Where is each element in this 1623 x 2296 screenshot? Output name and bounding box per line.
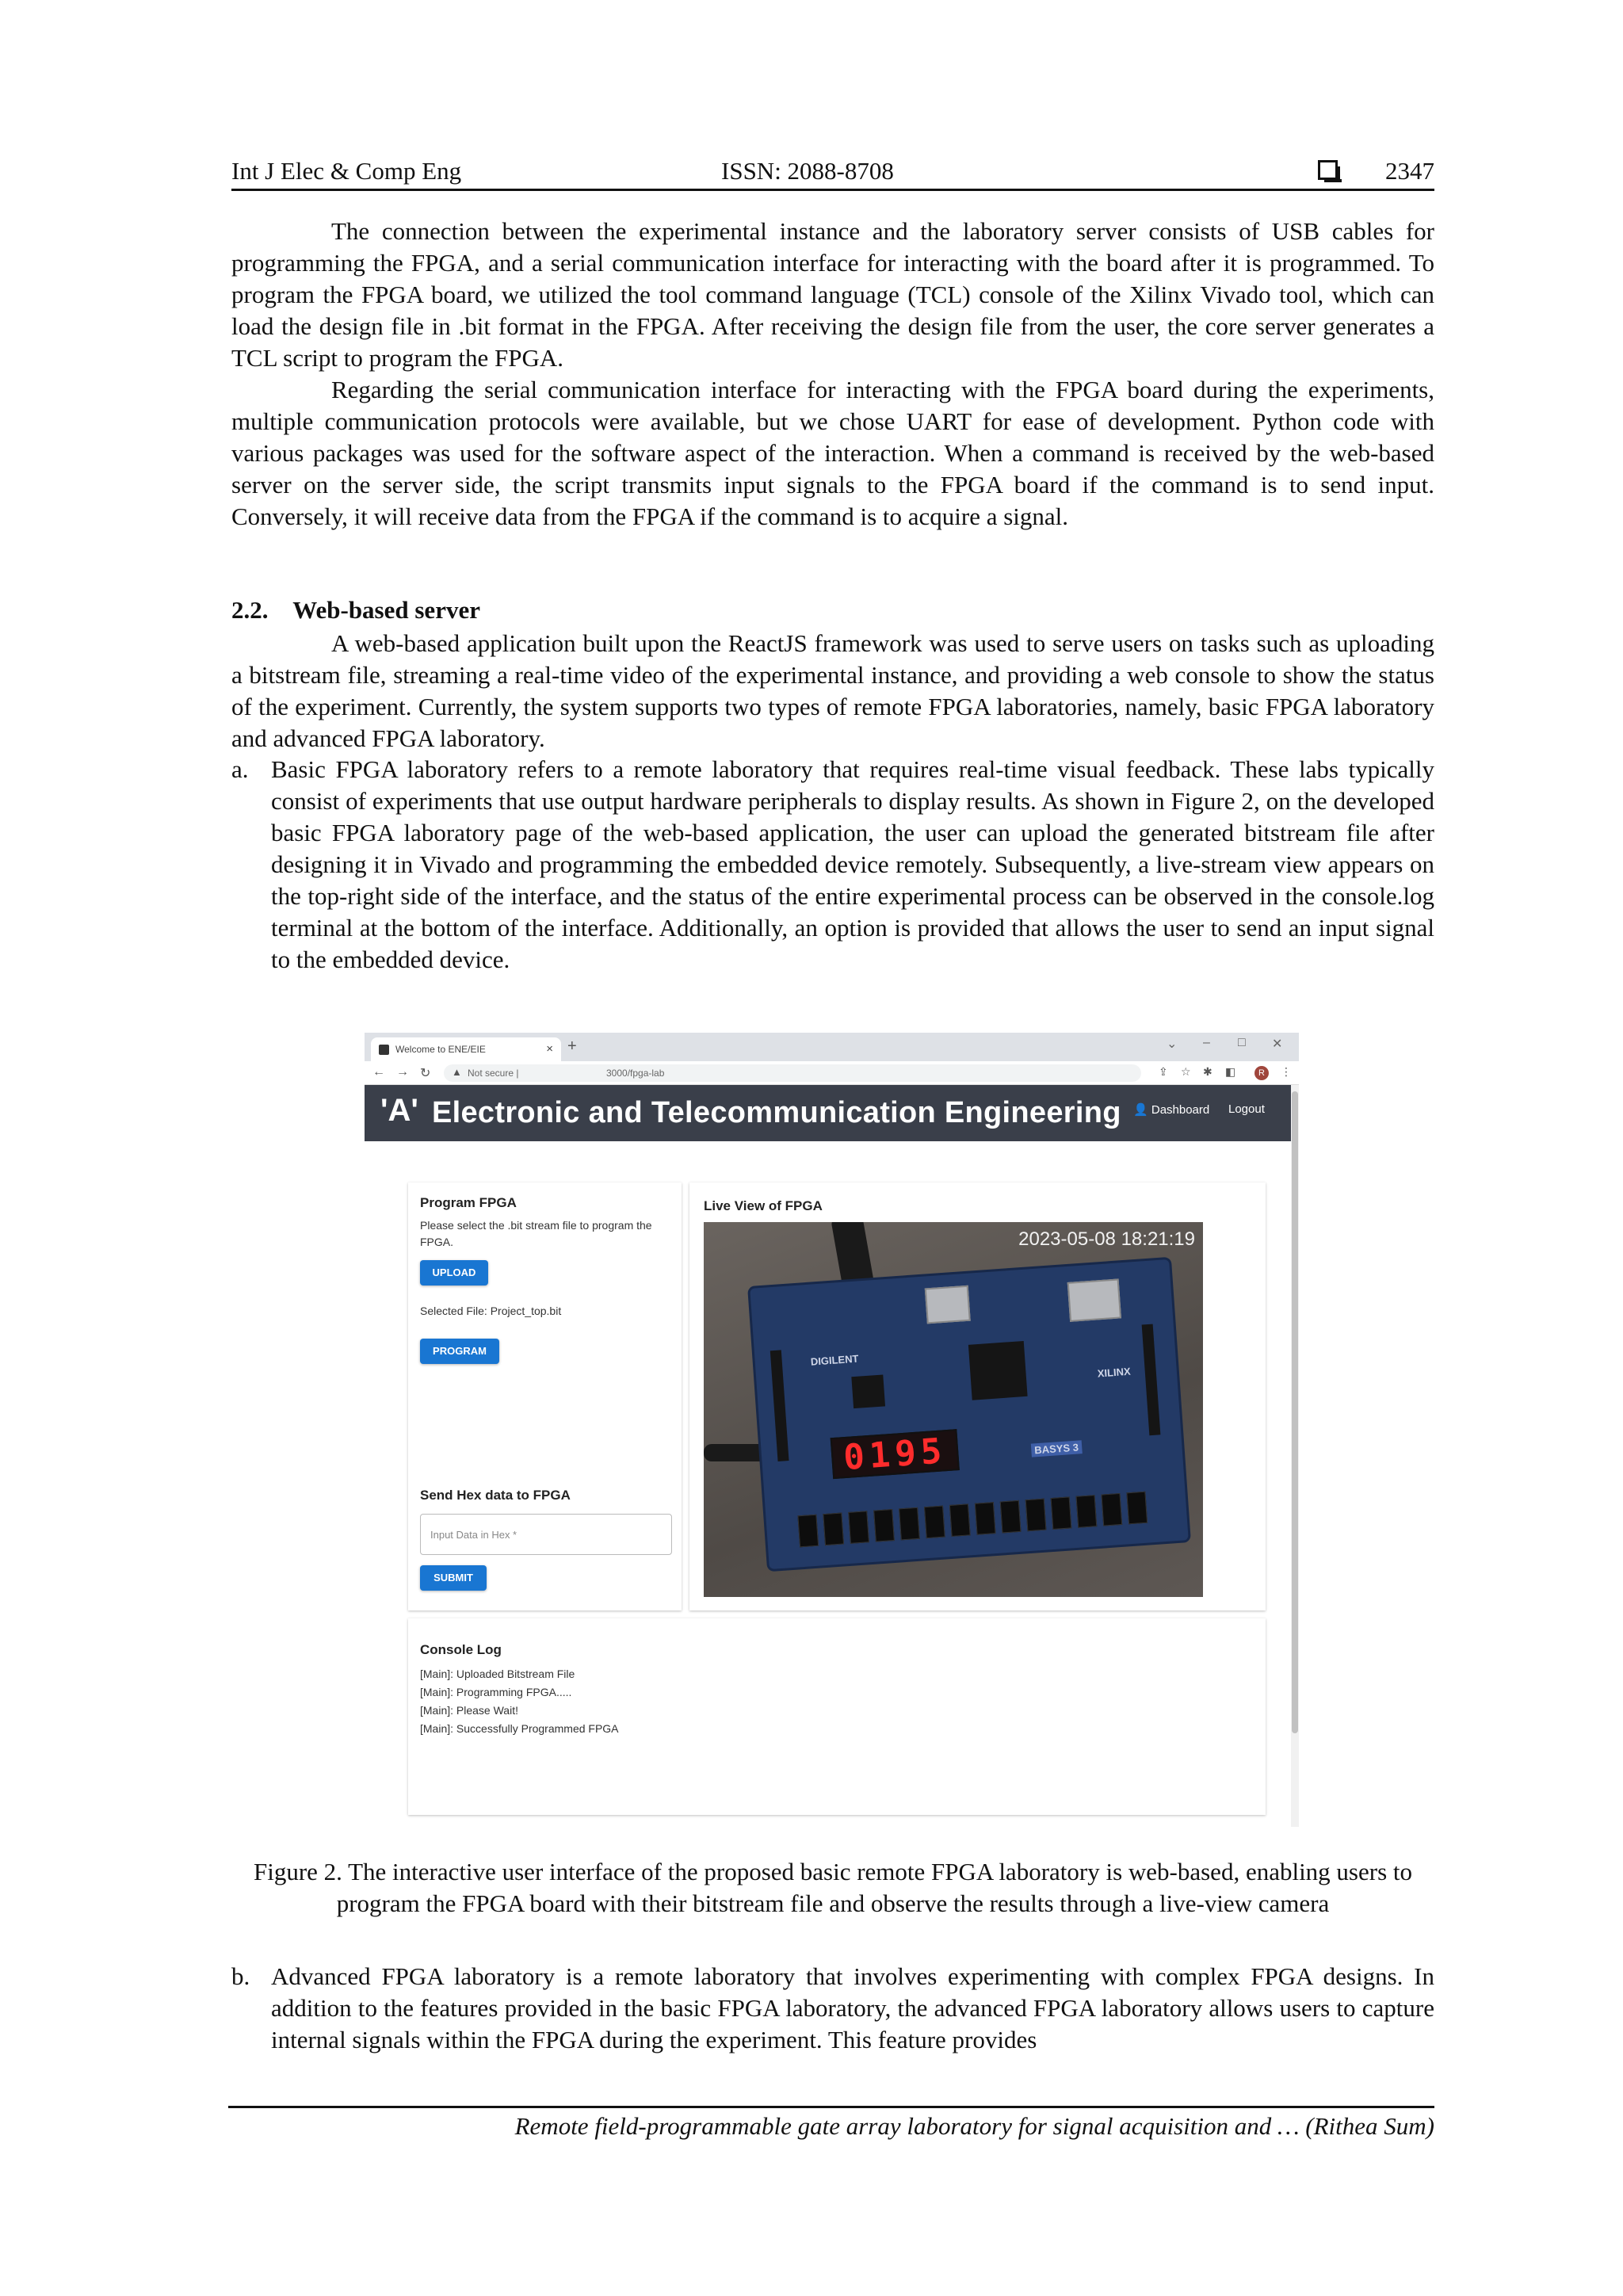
flash-chip — [851, 1374, 885, 1408]
app-logo: 'A' — [380, 1093, 418, 1128]
paragraph: Regarding the serial communication interface for interacting with the FPGA board during the experiments, multiple communication protocols were available, but we chose UART for ease of development. Python code with various packages was used for the software aspect of the interaction. When a command is received by the web-based server on the server side, the script transmits input signals to the FPGA board if the command is to send input. Conversely, it will receive data from the FPGA if the command is to acquire a signal. — [231, 376, 1434, 530]
section-number: 2.2. — [231, 596, 269, 624]
url-text: 3000/fpga-lab — [606, 1068, 665, 1079]
hex-input[interactable] — [420, 1514, 672, 1555]
not-secure-label: Not secure | — [468, 1068, 519, 1079]
slide-switch — [949, 1503, 971, 1537]
dashboard-link[interactable] — [1133, 1102, 1209, 1117]
selected-file: Selected File: Project_top.bit — [420, 1305, 562, 1317]
new-tab-icon[interactable]: + — [567, 1037, 577, 1055]
slide-switch — [848, 1511, 869, 1544]
slide-switch — [797, 1515, 819, 1548]
maximize-icon[interactable]: □ — [1238, 1036, 1246, 1049]
running-footer: Remote field-programmable gate array laboratory for signal acquisition and … (Rithea Sum) — [514, 2112, 1434, 2140]
forward-icon[interactable]: → — [396, 1065, 409, 1079]
pmod-header — [1142, 1324, 1161, 1436]
dashboard-label: Dashboard — [1151, 1103, 1210, 1117]
program-instruction: Please select the .bit stream file to program the FPGA. — [420, 1219, 652, 1248]
usb-host-port — [1067, 1278, 1121, 1321]
list-text: Basic FPGA laboratory refers to a remote laboratory that requires real-time visual feedback. These labs typically consist of experiments that use output hardware peripherals to display results. As shown in Figure 2, on the developed basic FPGA laboratory page of the web-based application, the user can upload the generated bitstream file after designing it in Vivado and programming the embedded device remotely. Subsequently, a live-stream view appears on the top-right side of the interface, and the status of the entire experimental process can be observed in the console.log terminal at the bottom of the interface. Additionally, an option is provided that allows the user to send an input signal to the embedded device. — [271, 755, 1434, 973]
star-icon[interactable]: ☆ — [1181, 1065, 1191, 1078]
page-number: 2347 — [1385, 157, 1434, 185]
xilinx-label: XILINX — [1097, 1365, 1132, 1380]
profile-avatar[interactable]: R — [1254, 1066, 1269, 1080]
app-title: Electronic and Telecommunication Engineering — [432, 1096, 1121, 1129]
program-title: Program FPGA — [420, 1195, 517, 1210]
browser-tab-bar — [365, 1033, 1299, 1061]
sidepanel-icon[interactable]: ◧ — [1225, 1065, 1236, 1078]
section-heading — [231, 596, 480, 625]
paragraph: The connection between the experimental instance and the laboratory server consists of USB cables for programming the FPGA, and a serial communication interface for interacting with the board after it is programmed. To program the FPGA board, we utilized the tool command language (TCL) console of the Xilinx Vivado tool, which can load the design file in .bit format in the FPGA. After receiving the design file from the user, the core server generates a TCL script to program the FPGA. — [231, 217, 1434, 372]
checkbox-square-icon — [1318, 160, 1338, 180]
browser-tab[interactable] — [371, 1037, 561, 1061]
share-icon[interactable]: ⇪ — [1159, 1065, 1168, 1078]
console-line: [Main]: Please Wait! — [420, 1704, 518, 1717]
user-icon: 👤 — [1133, 1103, 1148, 1117]
upload-button[interactable]: UPLOAD — [420, 1260, 488, 1286]
header-rule — [231, 189, 1434, 191]
list-marker: b. — [231, 1962, 250, 1990]
list-item-b — [231, 1961, 1434, 2056]
live-camera-view — [704, 1222, 1203, 1597]
figure-screenshot — [365, 1033, 1299, 1827]
list-text: Advanced FPGA laboratory is a remote laboratory that involves experimenting with complex FPGA designs. In addition to the features provided in the basic FPGA laboratory, the advanced FPGA laboratory allows users to capture internal signals within the FPGA during the experiment. This feature provides — [271, 1962, 1434, 2053]
submit-button[interactable]: SUBMIT — [420, 1565, 487, 1591]
chevron-down-icon[interactable]: ⌄ — [1167, 1037, 1178, 1051]
program-button[interactable]: PROGRAM — [420, 1339, 499, 1364]
journal-name: Int J Elec & Comp Eng — [231, 157, 462, 185]
url-field[interactable] — [444, 1064, 1141, 1082]
app-content — [365, 1141, 1293, 1827]
address-bar — [365, 1061, 1299, 1085]
close-window-icon[interactable]: ✕ — [1272, 1037, 1283, 1051]
favicon-icon — [379, 1045, 389, 1055]
footer-rule — [228, 2106, 1434, 2108]
board-label: BASYS 3 — [1031, 1440, 1083, 1457]
list-item-a — [231, 754, 1434, 976]
seven-segment-display: 0195 — [831, 1429, 960, 1479]
body-text-section — [231, 628, 1434, 755]
slide-switch — [899, 1507, 920, 1541]
logout-link[interactable]: Logout — [1228, 1102, 1265, 1116]
menu-dots-icon[interactable]: ⋮ — [1281, 1065, 1292, 1078]
section-title: Web-based server — [292, 596, 480, 624]
slide-switch — [924, 1506, 945, 1539]
page-scrollbar[interactable] — [1291, 1085, 1299, 1827]
paragraph: A web-based application built upon the ReactJS framework was used to serve users on tasks such as uploading a bitstream file, streaming a real-time video of the experimental instance, and providing a web console to show the status of the experiment. Currently, the system supports two types of remote FPGA laboratories, namely, basic FPGA laboratory and advanced FPGA laboratory. — [231, 629, 1434, 752]
slide-switch — [1101, 1493, 1122, 1526]
list-marker: a. — [231, 755, 249, 783]
console-title: Console Log — [420, 1642, 502, 1657]
slide-switch — [1000, 1500, 1022, 1534]
reload-icon[interactable]: ↻ — [420, 1067, 431, 1080]
live-view-title: Live View of FPGA — [704, 1198, 823, 1213]
slide-switch — [1051, 1496, 1072, 1530]
fpga-board — [750, 1259, 1188, 1569]
camera-timestamp: 2023-05-08 18:21:19 — [1018, 1228, 1195, 1250]
console-panel — [408, 1618, 1266, 1815]
console-line: [Main]: Programming FPGA..... — [420, 1686, 572, 1698]
usb-port — [925, 1286, 971, 1324]
figure-caption: Figure 2. The interactive user interface of the proposed basic remote FPGA laboratory is web-based, enabling users to program the FPGA board with their bitstream file and observe the results through a live-view camera — [253, 1858, 1413, 1917]
live-view-panel — [689, 1182, 1266, 1610]
scrollbar-thumb[interactable] — [1292, 1091, 1298, 1733]
slide-switch — [1025, 1499, 1047, 1532]
hex-placeholder: Input Data in Hex * — [430, 1529, 517, 1541]
pmod-header — [770, 1350, 789, 1461]
tab-title: Welcome to ENE/EIE — [395, 1044, 486, 1055]
running-header — [231, 157, 1434, 192]
console-line: [Main]: Successfully Programmed FPGA — [420, 1722, 619, 1735]
minimize-icon[interactable]: – — [1203, 1036, 1210, 1049]
app-header — [365, 1085, 1293, 1141]
program-panel — [408, 1182, 682, 1610]
slide-switch — [873, 1509, 895, 1542]
slide-switch — [1126, 1492, 1148, 1525]
hex-title: Send Hex data to FPGA — [420, 1488, 571, 1503]
fpga-chip — [968, 1341, 1028, 1400]
tab-close-icon[interactable]: × — [546, 1042, 553, 1056]
slide-switch — [975, 1502, 996, 1535]
warning-icon: ▲ — [452, 1066, 462, 1078]
body-text-top — [231, 216, 1434, 533]
brand-label: DIGILENT — [810, 1352, 859, 1368]
back-icon[interactable]: ← — [372, 1065, 385, 1079]
issn: ISSN: 2088-8708 — [721, 157, 894, 185]
console-line: [Main]: Uploaded Bitstream File — [420, 1668, 575, 1680]
slide-switch — [1076, 1495, 1098, 1528]
slide-switch — [823, 1513, 844, 1546]
extensions-icon[interactable]: ✱ — [1203, 1065, 1212, 1078]
